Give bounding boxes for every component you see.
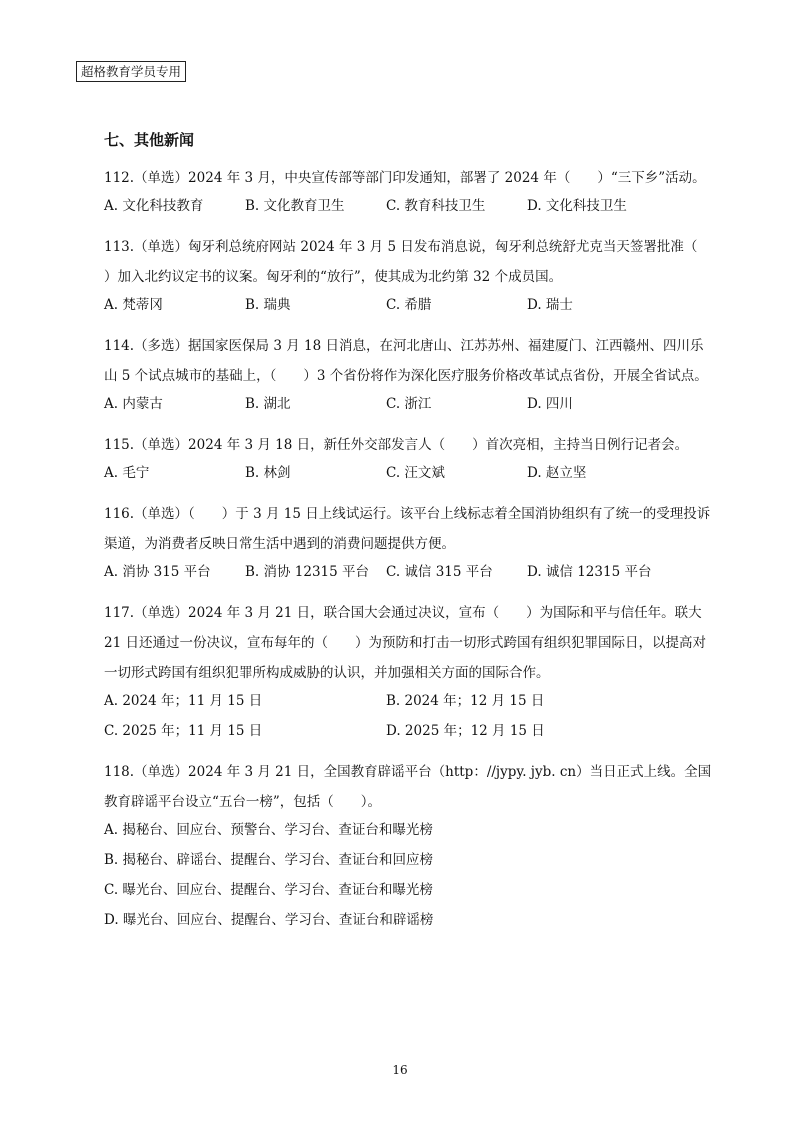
option-list: [104, 389, 712, 419]
section-title: 七、其他新闻: [104, 131, 195, 149]
option-b: B. 林剑: [245, 465, 291, 481]
option-a: A. 梵蒂冈: [104, 297, 163, 313]
option-c: C. 汪文斌: [386, 465, 445, 481]
question-112: [104, 163, 712, 221]
question-stem: 118.（单选）2024 年 3 月 21 日，全国教育辟谣平台（http：//jypy. jyb. cn）当日正式上线。全国教育辟谣平台设立“五台一榜”，包括（ ）。: [104, 764, 712, 810]
option-c: C. 希腊: [386, 297, 432, 313]
option-list: [104, 290, 712, 320]
option-b: B. 湖北: [245, 396, 291, 412]
option-c: C. 曝光台、回应台、提醒台、学习台、查证台和曝光榜: [104, 882, 433, 898]
option-c: C. 诚信 315 平台: [386, 564, 493, 580]
page-number: 16: [392, 1063, 408, 1077]
question-list: [104, 163, 725, 946]
option-list: [104, 686, 712, 746]
question-stem: 112.（单选）2024 年 3 月，中央宣传部等部门印发通知，部署了 2024 年（ ）“三下乡”活动。: [104, 170, 706, 186]
question-stem: 115.（单选）2024 年 3 月 18 日，新任外交部发言人（ ）首次亮相，主持当日例行记者会。: [104, 437, 689, 453]
question-113: [104, 232, 725, 320]
option-list: [104, 458, 712, 488]
watermark-stamp: 超格教育学员专用: [76, 61, 186, 82]
option-list: [104, 557, 712, 587]
question-116: [104, 499, 712, 587]
option-a: A. 揭秘台、回应台、预警台、学习台、查证台和曝光榜: [104, 822, 433, 838]
option-a: A. 消协 315 平台: [104, 564, 211, 580]
question-115: [104, 430, 712, 488]
option-list: [104, 191, 712, 221]
option-c: C. 2025 年；11 月 15 日: [104, 723, 263, 739]
option-a: A. 文化科技教育: [104, 198, 204, 214]
option-d: D. 曝光台、回应台、提醒台、学习台、查证台和辟谣榜: [104, 912, 434, 928]
option-b: B. 瑞典: [245, 297, 291, 313]
option-d: D. 瑞士: [527, 297, 573, 313]
question-stem: 114.（多选）据国家医保局 3 月 18 日消息，在河北唐山、江苏苏州、福建厦门、江西赣州、四川乐山 5 个试点城市的基础上，（ ）3 个省份将作为深化医疗服务价格改革试点省份，开展全省试点。: [104, 338, 708, 384]
option-c: C. 浙江: [386, 396, 432, 412]
option-c: C. 教育科技卫生: [386, 198, 486, 214]
option-b: B. 揭秘台、辟谣台、提醒台、学习台、查证台和回应榜: [104, 852, 434, 868]
option-b: B. 文化教育卫生: [245, 198, 345, 214]
option-d: D. 文化科技卫生: [527, 198, 627, 214]
option-a: A. 2024 年；11 月 15 日: [104, 693, 263, 709]
option-d: D. 2025 年；12 月 15 日: [386, 723, 545, 739]
option-d: D. 赵立坚: [527, 465, 587, 481]
option-b: B. 消协 12315 平台: [245, 564, 370, 580]
question-stem: 113.（单选）匈牙利总统府网站 2024 年 3 月 5 日发布消息说，匈牙利总统舒尤克当天签署批准（ ）加入北约议定书的议案。匈牙利的“放行”，使其成为北约第 32 个成员国。: [104, 239, 725, 285]
option-a: A. 毛宁: [104, 465, 150, 481]
option-d: D. 四川: [527, 396, 573, 412]
question-stem: 116.（单选）（ ）于 3 月 15 日上线试运行。该平台上线标志着全国消协组织有了统一的受理投诉渠道，为消费者反映日常生活中遇到的消费问题提供方便。: [104, 506, 711, 552]
question-stem: 117.（单选）2024 年 3 月 21 日，联合国大会通过决议，宣布（ ）为国际和平与信任年。联大 21 日还通过一份决议，宣布每年的（ ）为预防和打击一切形式跨国有组织犯罪国际日，以提高对一切形式跨国有组织犯罪所构成威胁的认识，并加强相关方面的国际合作。: [104, 605, 706, 681]
question-114: [104, 331, 712, 419]
option-list: [104, 815, 712, 935]
option-d: D. 诚信 12315 平台: [527, 564, 652, 580]
option-b: B. 2024 年；12 月 15 日: [386, 693, 545, 709]
question-118: [104, 757, 712, 935]
option-a: A. 内蒙古: [104, 396, 163, 412]
question-117: [104, 598, 712, 746]
